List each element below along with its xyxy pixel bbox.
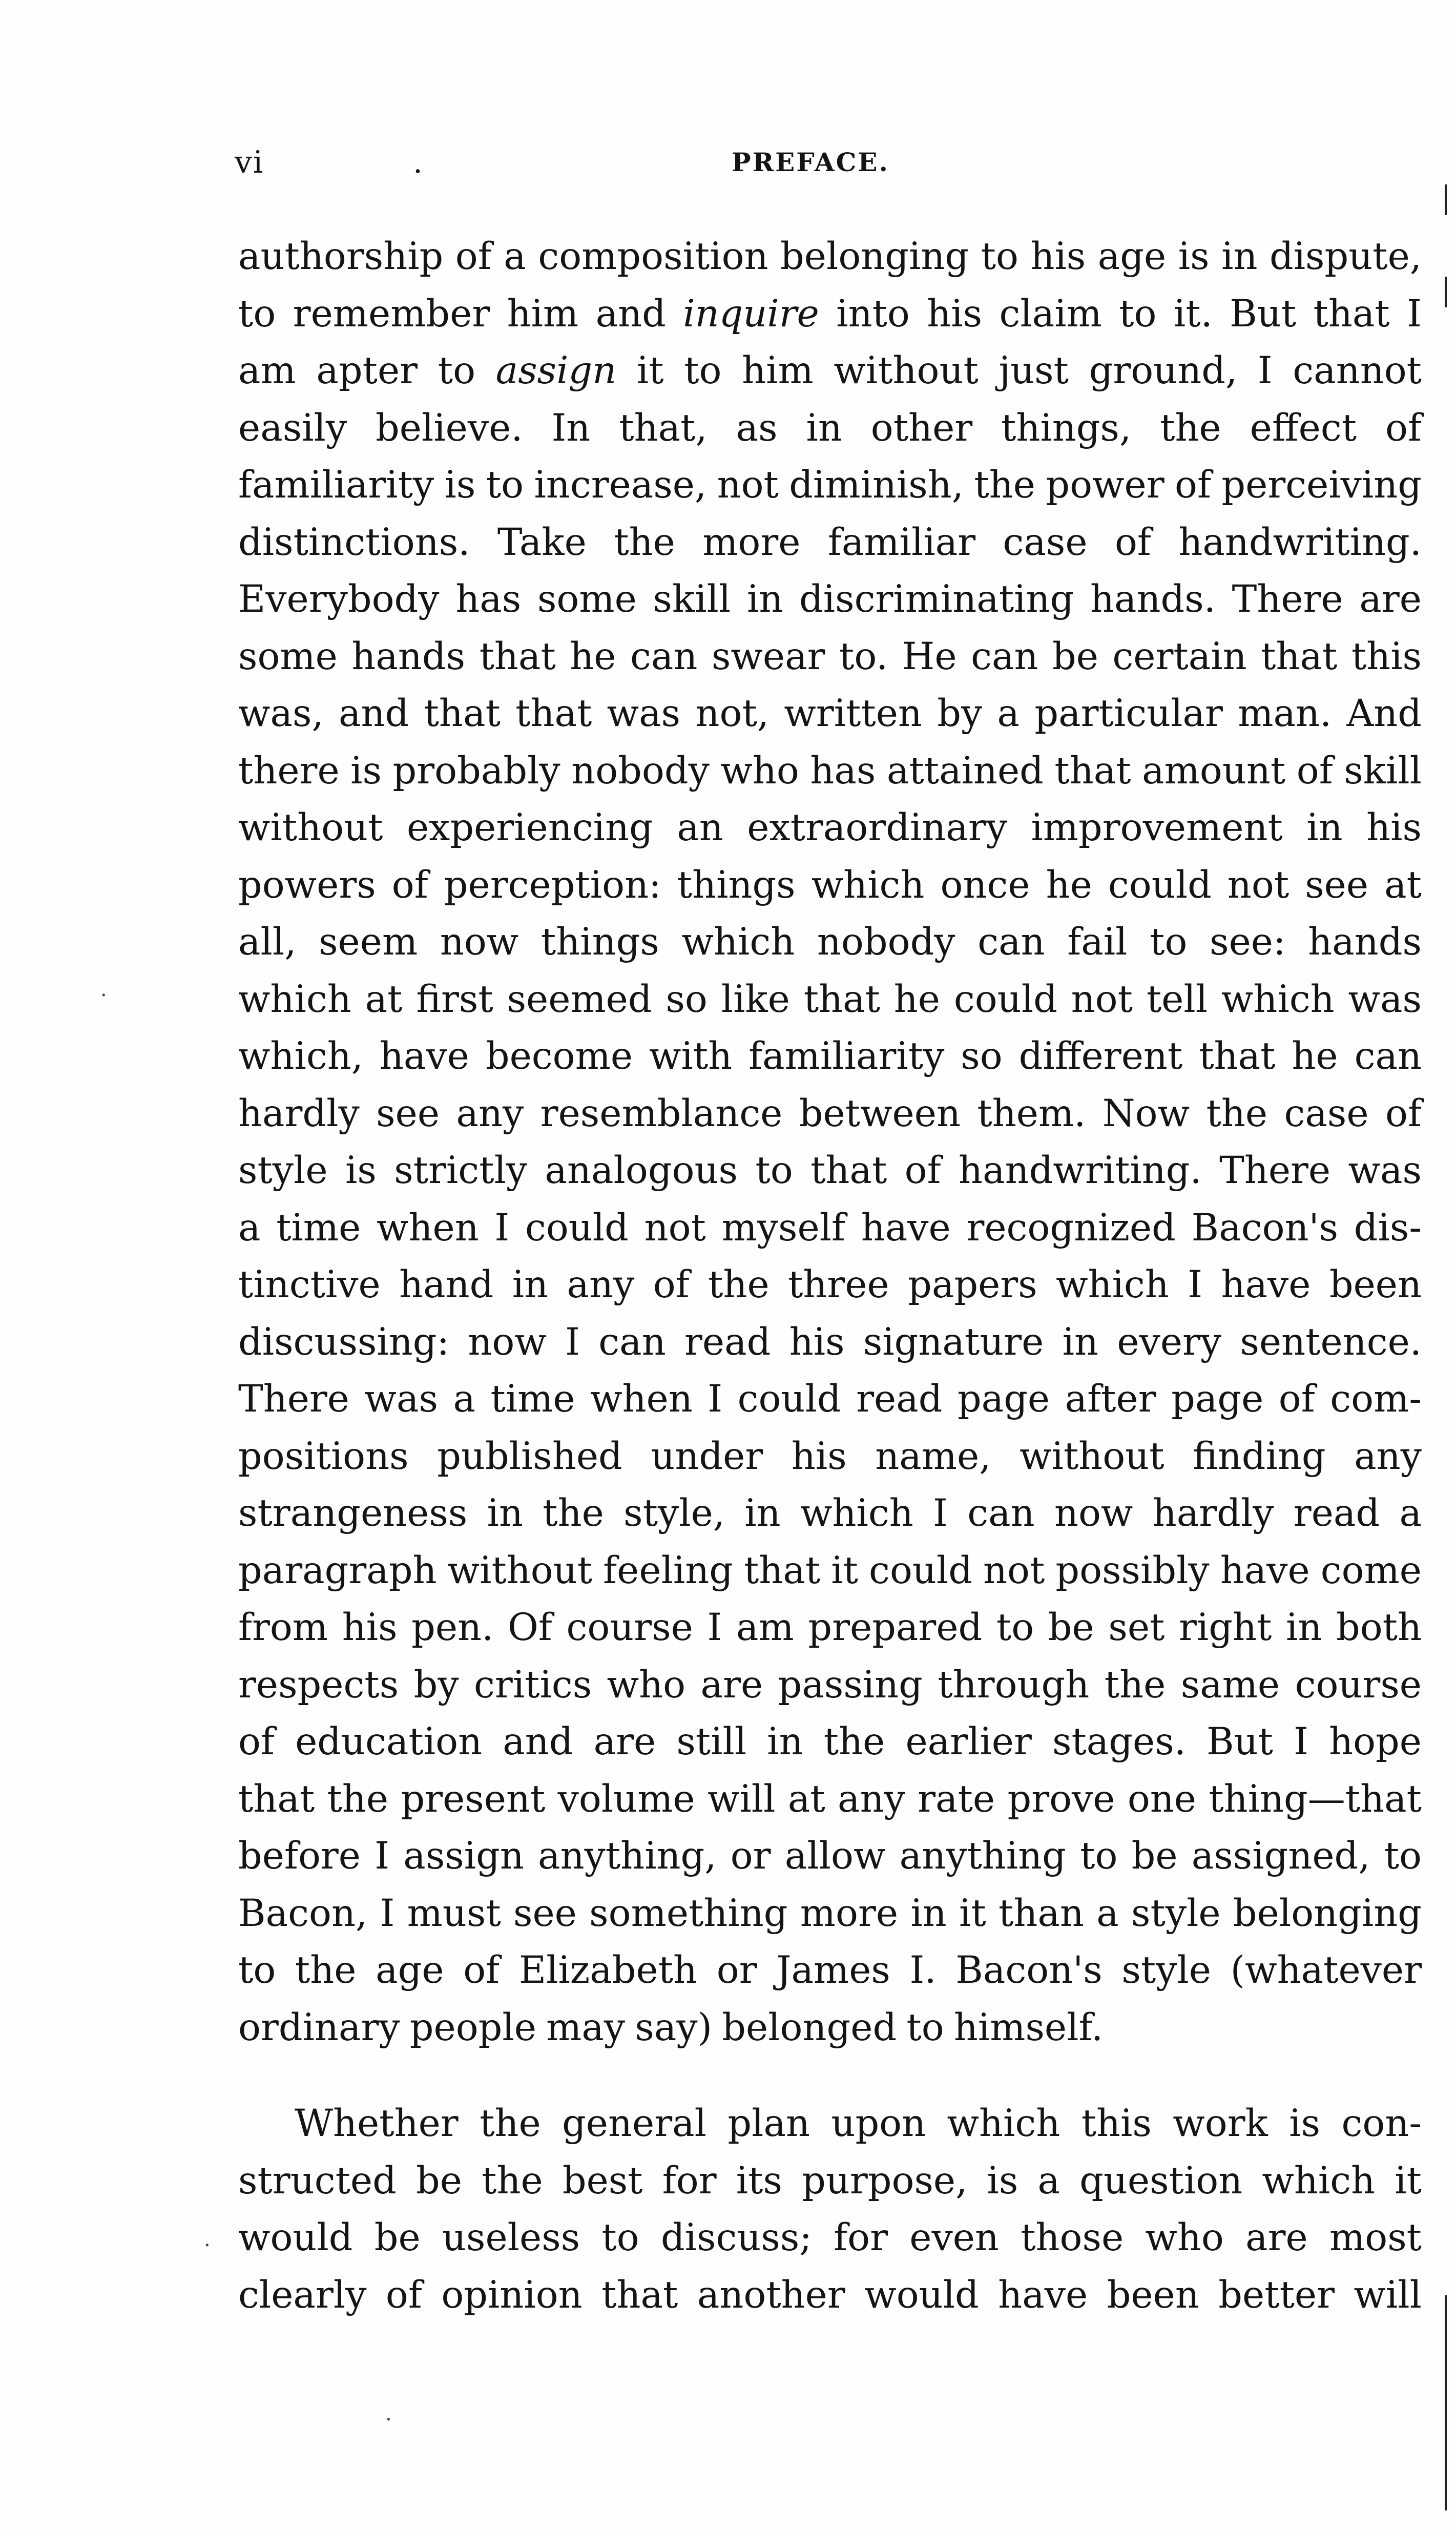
text-line: tinctive hand in any of the three papers which I have been bbox=[238, 1263, 1422, 1306]
page-number: vi bbox=[235, 144, 264, 180]
text-line: Bacon, I must see something more in it than a style belonging bbox=[238, 1891, 1422, 1935]
text-line: hardly see any resemblance between them. Now the case of bbox=[238, 1091, 1422, 1135]
text-line: without experiencing an extraordinary improvement in his bbox=[238, 806, 1422, 849]
paragraph-1 bbox=[238, 228, 1422, 2056]
paragraph-2 bbox=[238, 2095, 1422, 2323]
text-line: would be useless to discuss; for even those who are most bbox=[238, 2216, 1422, 2259]
text-line: powers of perception: things which once he could not see at bbox=[238, 863, 1422, 907]
margin-speck: · bbox=[100, 984, 107, 1007]
page-edge-line bbox=[1445, 2295, 1447, 2510]
text-line: Everybody has some skill in discriminating hands. There are bbox=[238, 577, 1422, 621]
margin-speck: · bbox=[204, 2234, 211, 2257]
running-head bbox=[235, 139, 1418, 185]
text-line: am apter to assign it to him without just ground, I cannot bbox=[238, 349, 1422, 392]
text-line: respects by critics who are passing through the same course bbox=[238, 1663, 1422, 1707]
page-edge-line bbox=[1445, 184, 1447, 215]
text-line: was, and that that was not, written by a particular man. And bbox=[238, 692, 1422, 735]
text-line: paragraph without feeling that it could not possibly have come bbox=[238, 1548, 1422, 1592]
text-line: Whether the general plan upon which this work is con- bbox=[295, 2102, 1422, 2145]
page-heading: PREFACE. bbox=[732, 147, 889, 177]
text-line: style is strictly analogous to that of handwriting. There was bbox=[238, 1149, 1422, 1192]
text-line: to remember him and inquire into his claim to it. But that I bbox=[238, 292, 1422, 336]
text-line: clearly of opinion that another would have been better will bbox=[238, 2273, 1422, 2317]
page-edge-line bbox=[1445, 277, 1447, 307]
text-line: positions published under his name, without finding any bbox=[238, 1434, 1422, 1478]
text-line: there is probably nobody who has attained that amount of skill bbox=[238, 749, 1422, 793]
margin-speck: · bbox=[385, 2408, 392, 2432]
text-line: structed be the best for its purpose, is a question which it bbox=[238, 2159, 1422, 2203]
text-line: before I assign anything, or allow anything to be assigned, to bbox=[238, 1834, 1422, 1878]
text-line: to the age of Elizabeth or James I. Bacon's style (whatever bbox=[238, 1948, 1422, 1992]
text-line: There was a time when I could read page after page of com- bbox=[238, 1377, 1422, 1421]
text-line: familiarity is to increase, not diminish, the power of perceiving bbox=[238, 463, 1422, 507]
text-line: discussing: now I can read his signature in every sentence. bbox=[238, 1320, 1422, 1364]
text-line: which, have become with familiarity so different that he can bbox=[238, 1034, 1422, 1078]
text-line: of education and are still in the earlier stages. But I hope bbox=[238, 1720, 1422, 1763]
text-line: some hands that he can swear to. He can be certain that this bbox=[238, 634, 1422, 678]
text-line: all, seem now things which nobody can fail to see: hands bbox=[238, 920, 1422, 964]
text-line: authorship of a composition belonging to his age is in dispute, bbox=[238, 235, 1422, 278]
text-line: distinctions. Take the more familiar case of handwriting. bbox=[238, 520, 1422, 564]
text-line: ordinary people may say) belonged to himself. bbox=[238, 2005, 1104, 2049]
text-line: a time when I could not myself have recognized Bacon's dis- bbox=[238, 1206, 1422, 1250]
text-line: strangeness in the style, in which I can now hardly read a bbox=[238, 1491, 1422, 1535]
stray-dot: . bbox=[413, 144, 423, 180]
text-line: that the present volume will at any rate prove one thing—that bbox=[238, 1777, 1422, 1821]
text-line: from his pen. Of course I am prepared to be set right in both bbox=[238, 1606, 1422, 1649]
text-line: easily believe. In that, as in other things, the effect of bbox=[238, 406, 1422, 450]
text-line: which at first seemed so like that he could not tell which was bbox=[238, 977, 1422, 1021]
